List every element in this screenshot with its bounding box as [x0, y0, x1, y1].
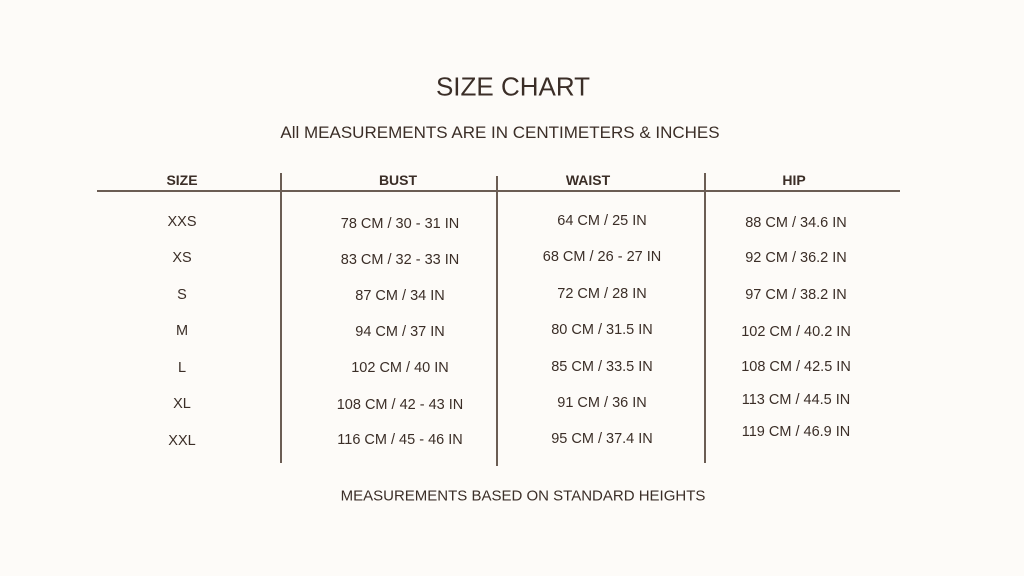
subtitle: All MEASUREMENTS ARE IN CENTIMETERS & INCHES	[280, 123, 720, 142]
cell-size: M	[175, 323, 189, 339]
cell-bust: 87 CM / 34 IN	[355, 288, 445, 304]
header-size: SIZE	[166, 172, 198, 188]
cell-waist: 85 CM / 33.5 IN	[551, 359, 653, 375]
cell-waist: 95 CM / 37.4 IN	[551, 431, 653, 447]
cell-waist: 91 CM / 36 IN	[557, 395, 647, 411]
header-divider	[97, 190, 900, 192]
header-hip: HIP	[782, 172, 806, 188]
cell-hip: 88 CM / 34.6 IN	[745, 215, 847, 231]
cell-size: L	[177, 360, 187, 376]
header-bust: BUST	[378, 172, 418, 188]
header-waist: WAIST	[565, 172, 611, 188]
cell-bust: 108 CM / 42 - 43 IN	[336, 397, 464, 413]
cell-size: XXL	[168, 433, 196, 449]
cell-size: S	[177, 287, 187, 303]
column-divider	[280, 173, 282, 463]
cell-bust: 102 CM / 40 IN	[351, 360, 449, 376]
page-title: SIZE CHART	[435, 71, 591, 102]
cell-waist: 72 CM / 28 IN	[557, 286, 647, 302]
cell-bust: 116 CM / 45 - 46 IN	[337, 432, 463, 448]
cell-hip: 113 CM / 44.5 IN	[741, 392, 851, 408]
cell-size: XS	[172, 250, 192, 266]
cell-size: XL	[173, 396, 191, 412]
cell-hip: 108 CM / 42.5 IN	[741, 359, 851, 375]
cell-hip: 119 CM / 46.9 IN	[741, 424, 851, 440]
cell-waist: 80 CM / 31.5 IN	[551, 322, 653, 338]
cell-hip: 97 CM / 38.2 IN	[745, 287, 847, 303]
column-divider	[704, 173, 706, 463]
cell-bust: 78 CM / 30 - 31 IN	[340, 216, 460, 232]
cell-waist: 68 CM / 26 - 27 IN	[542, 249, 662, 265]
cell-hip: 102 CM / 40.2 IN	[741, 324, 851, 340]
cell-bust: 83 CM / 32 - 33 IN	[340, 252, 460, 268]
footer-note: MEASUREMENTS BASED ON STANDARD HEIGHTS	[340, 487, 706, 505]
cell-hip: 92 CM / 36.2 IN	[745, 250, 847, 266]
cell-size: XXS	[167, 214, 197, 230]
cell-bust: 94 CM / 37 IN	[355, 324, 445, 340]
column-divider	[496, 176, 498, 466]
cell-waist: 64 CM / 25 IN	[557, 213, 647, 229]
